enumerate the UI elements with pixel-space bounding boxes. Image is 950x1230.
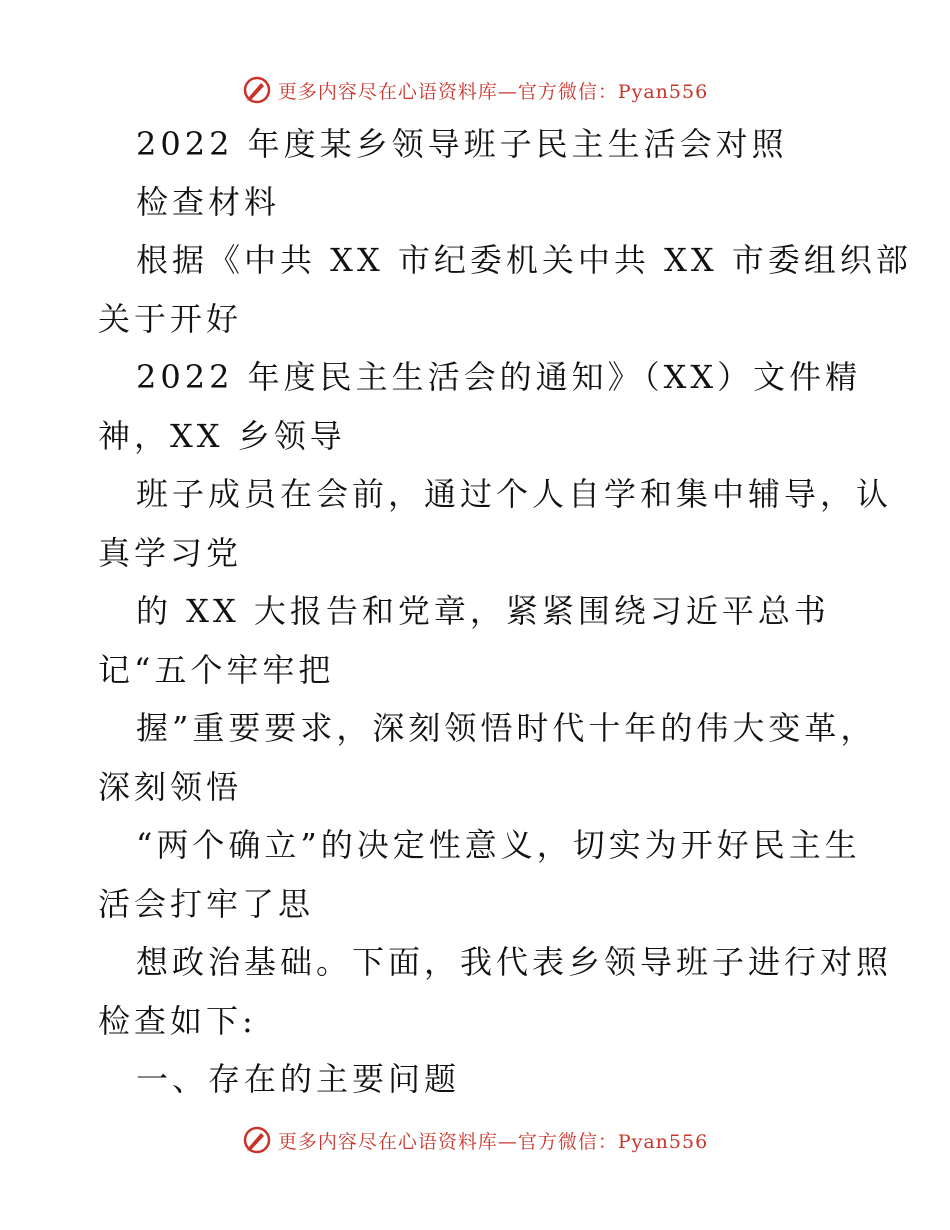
pen-logo-icon — [242, 75, 272, 105]
title-line-1: 2022 年度某乡领导班子民主生活会对照 — [136, 125, 788, 163]
text-line: 2022 年度民主生活会的通知》（XX）文件精 — [136, 358, 862, 396]
text-line: 检查如下: — [98, 1002, 257, 1040]
text-line: 深刻领悟 — [98, 768, 243, 806]
text-line: 真学习党 — [98, 534, 243, 572]
text-line: 活会打牢了思 — [98, 885, 315, 923]
text-line: 根据《中共 XX 市纪委机关中共 XX 市委组织部 — [136, 241, 912, 279]
text-line: 握”重要要求，深刻领悟时代十年的伟大变革， — [136, 709, 877, 747]
pen-logo-icon — [242, 1125, 272, 1155]
text-line: 神，XX 乡领导 — [98, 417, 346, 455]
text-line: 关于开好 — [98, 300, 243, 338]
header-watermark — [0, 70, 950, 110]
text-line: 班子成员在会前，通过个人自学和集中辅导，认 — [136, 475, 893, 513]
title-line-2: 检查材料 — [136, 183, 281, 221]
watermark-text: 更多内容尽在心语资料库—官方微信：Pyan556 — [277, 1130, 709, 1153]
text-line: 的 XX 大报告和党章，紧紧围绕习近平总书 — [136, 592, 830, 630]
watermark-text: 更多内容尽在心语资料库—官方微信：Pyan556 — [277, 80, 709, 103]
section-heading: 一、存在的主要问题 — [136, 1060, 461, 1098]
text-line: “两个确立”的决定性意义，切实为开好民主生 — [136, 826, 861, 864]
footer-watermark — [0, 1120, 950, 1160]
text-line: 想政治基础。下面，我代表乡领导班子进行对照 — [136, 943, 893, 981]
text-line: 记“五个牢牢把 — [98, 651, 335, 689]
